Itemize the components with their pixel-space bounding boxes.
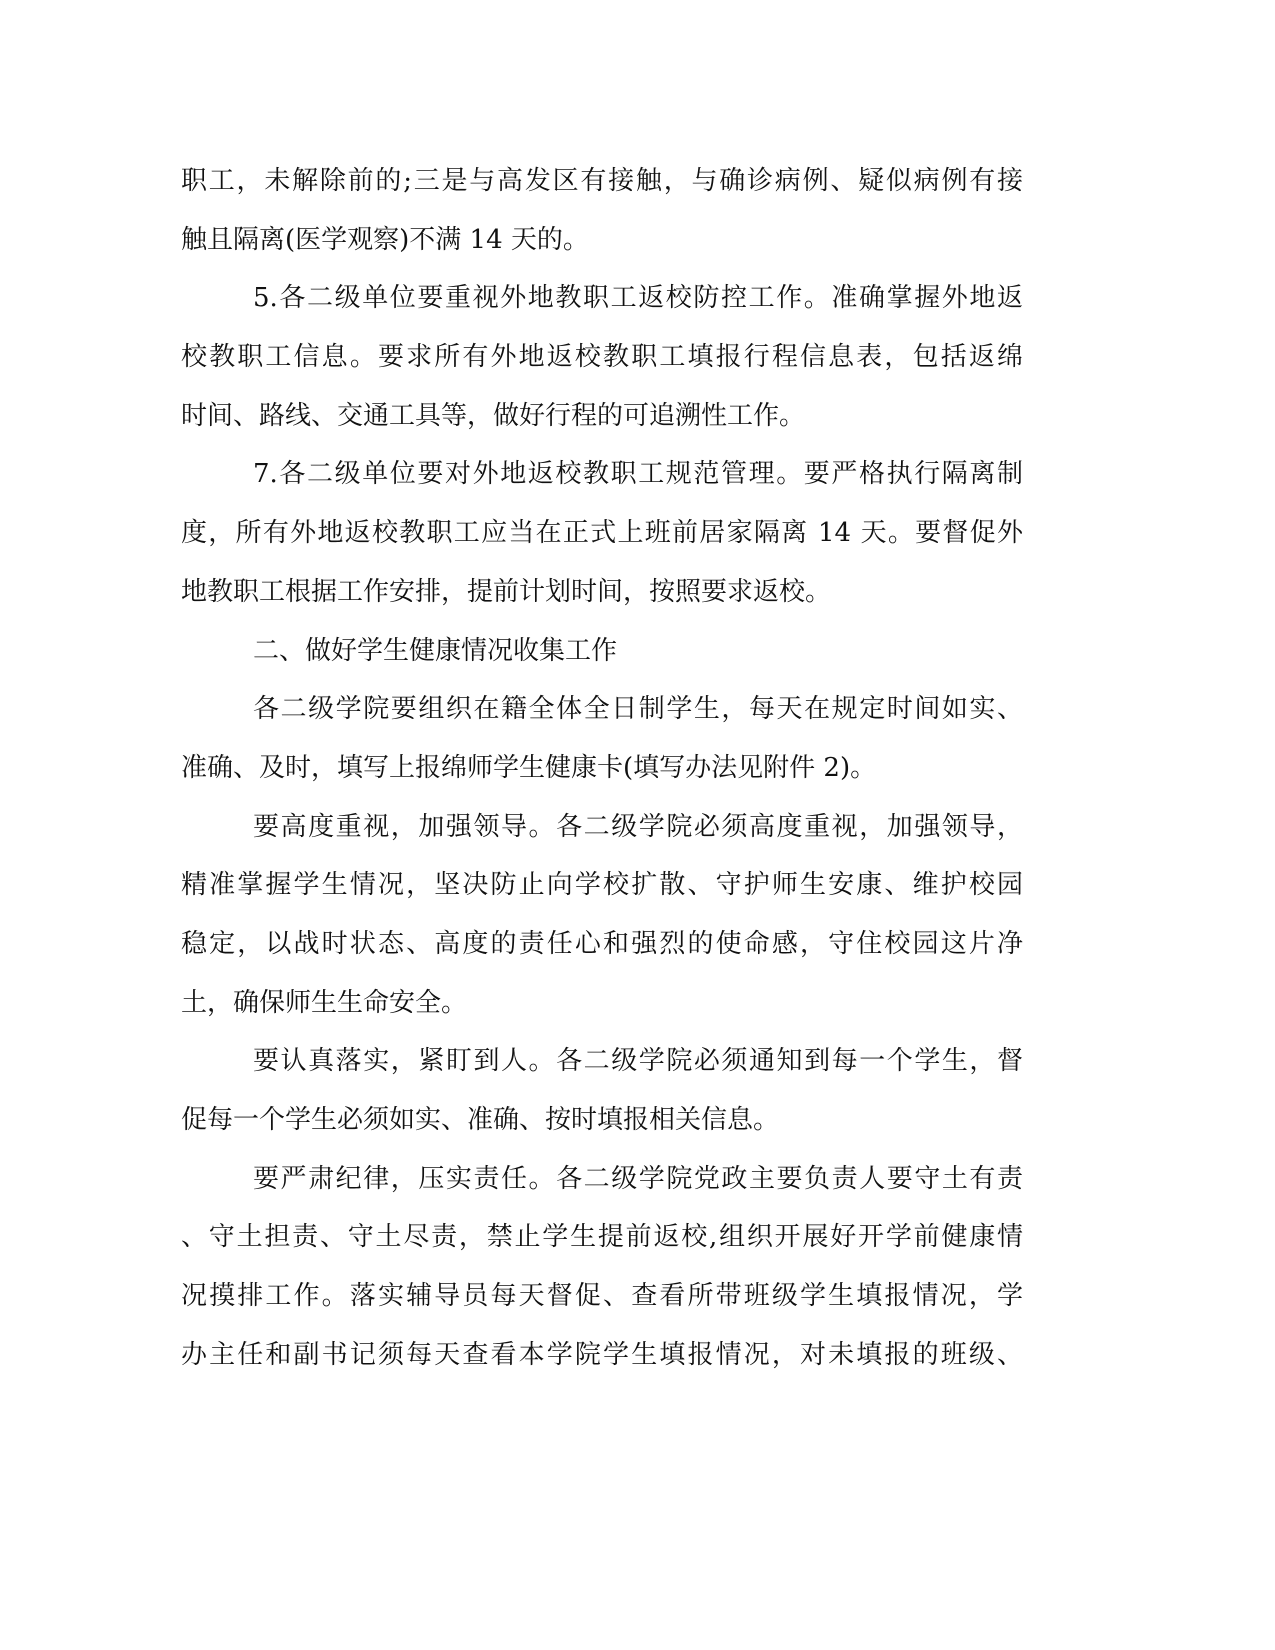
text-line: 时间、路线、交通工具等，做好行程的可追溯性工作。 — [181, 400, 806, 431]
text-line: 精准掌握学生情况，坚决防止向学校扩散、守护师生安康、维护校园 — [181, 870, 1023, 901]
text-line: 准确、及时，填写上报绵师学生健康卡(填写办法见附件 2)。 — [181, 752, 877, 783]
text-line: 职工，未解除前的;三是与高发区有接触，与确诊病例、疑似病例有接 — [181, 166, 1023, 196]
text-line: 各二级学院要组织在籍全体全日制学生，每天在规定时间如实、 — [253, 694, 1023, 725]
document-body — [181, 152, 1023, 1384]
text-line: 5.各二级单位要重视外地教职工返校防控工作。准确掌握外地返 — [253, 283, 1023, 314]
text-line: 7.各二级单位要对外地返校教职工规范管理。要严格执行隔离制 — [253, 459, 1023, 490]
text-line: 促每一个学生必须如实、准确、按时填报相关信息。 — [181, 1105, 780, 1135]
text-line: 、守土担责、守土尽责，禁止学生提前返校,组织开展好开学前健康情 — [181, 1222, 1023, 1253]
text-line: 要严肃纪律，压实责任。各二级学院党政主要负责人要守土有责 — [253, 1163, 1023, 1194]
text-line: 况摸排工作。落实辅导员每天督促、查看所带班级学生填报情况，学 — [181, 1281, 1023, 1312]
text-line: 地教职工根据工作安排，提前计划时间，按照要求返校。 — [181, 576, 832, 607]
text-line: 触且隔离(医学观察)不满 14 天的。 — [181, 224, 589, 255]
text-line: 二、做好学生健康情况收集工作 — [253, 635, 618, 666]
text-line: 土，确保师生生命安全。 — [181, 987, 468, 1018]
text-line: 校教职工信息。要求所有外地返校教职工填报行程信息表，包括返绵 — [181, 342, 1023, 373]
text-line: 要认真落实，紧盯到人。各二级学院必须通知到每一个学生，督 — [253, 1046, 1023, 1077]
text-line: 办主任和副书记须每天查看本学院学生填报情况，对未填报的班级、 — [181, 1339, 1023, 1370]
text-line: 度，所有外地返校教职工应当在正式上班前居家隔离 14 天。要督促外 — [181, 518, 1023, 549]
text-line: 要高度重视，加强领导。各二级学院必须高度重视，加强领导， — [253, 811, 1023, 842]
text-line: 稳定，以战时状态、高度的责任心和强烈的使命感，守住校园这片净 — [181, 928, 1023, 959]
